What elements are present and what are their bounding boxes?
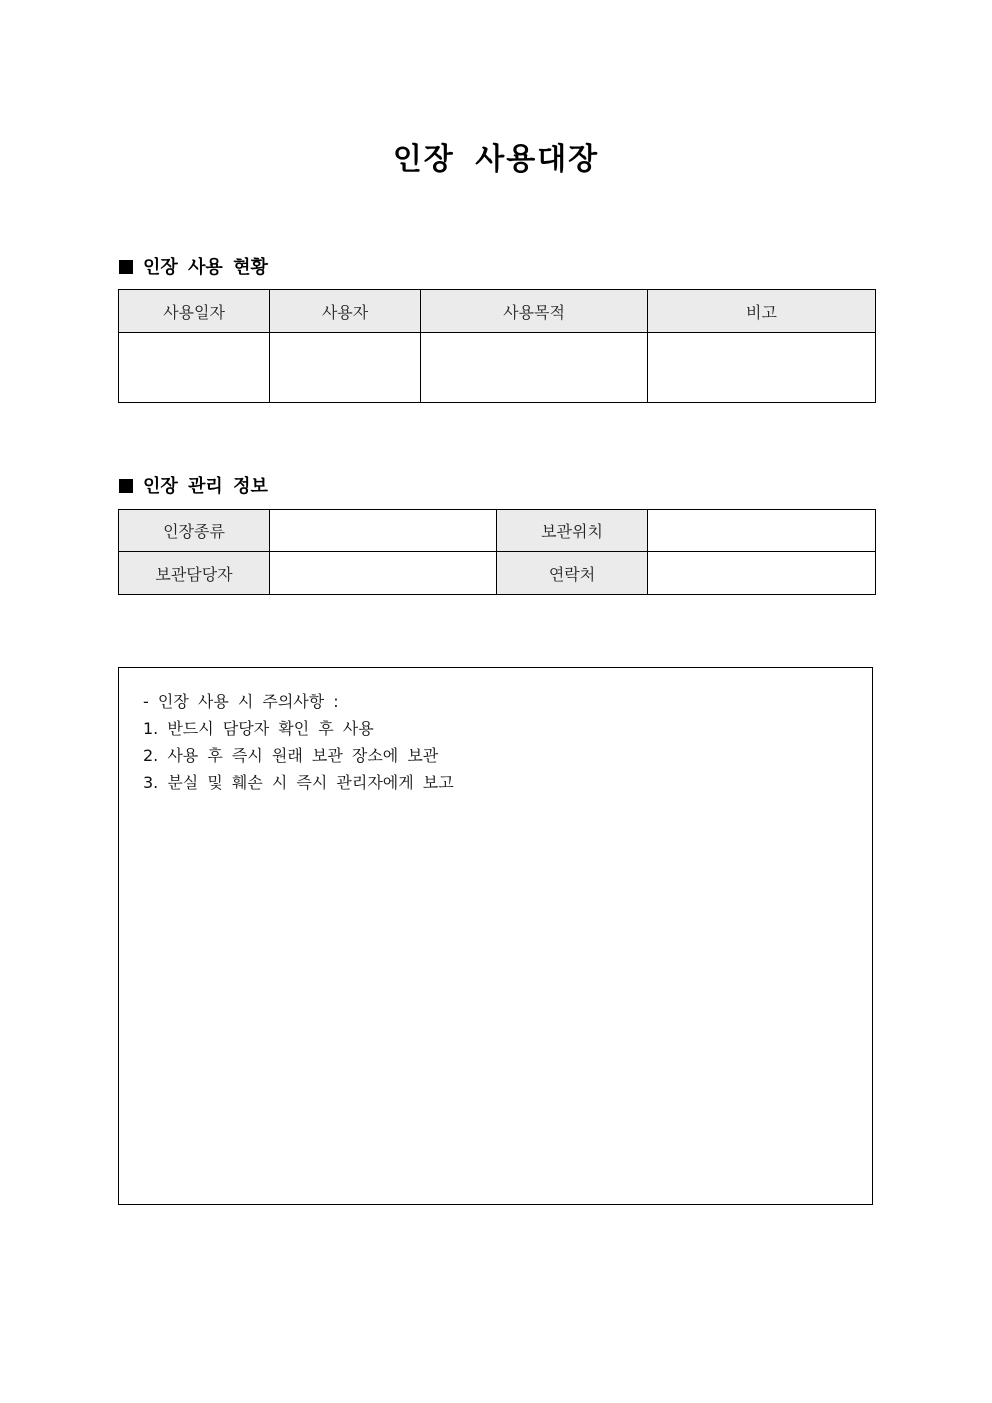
cell-user[interactable]: [270, 333, 421, 403]
column-header-date: 사용일자: [119, 290, 270, 333]
notes-item: 1. 반드시 담당자 확인 후 사용: [143, 719, 374, 738]
square-bullet-icon: [119, 260, 133, 274]
column-header-remarks: 비고: [648, 290, 876, 333]
value-storage-location[interactable]: [648, 510, 876, 552]
management-table: [118, 509, 876, 595]
table-row: [119, 552, 876, 595]
usage-section-heading: [119, 253, 268, 279]
square-bullet-icon: [119, 479, 133, 493]
management-section-heading: [119, 472, 268, 498]
column-header-user: 사용자: [270, 290, 421, 333]
table-row: [119, 510, 876, 552]
label-storage-location: 보관위치: [497, 510, 648, 552]
usage-table-header: [119, 290, 876, 333]
notes-box: [118, 667, 873, 1205]
value-custodian[interactable]: [270, 552, 497, 595]
cell-remarks[interactable]: [648, 333, 876, 403]
value-contact[interactable]: [648, 552, 876, 595]
label-custodian: 보관담당자: [119, 552, 270, 595]
page-title: 인장 사용대장: [392, 142, 600, 177]
cell-date[interactable]: [119, 333, 270, 403]
notes-item: 3. 분실 및 훼손 시 즉시 관리자에게 보고: [143, 773, 454, 792]
table-row: [119, 333, 876, 403]
management-section-heading-text: 인장 관리 정보: [143, 476, 268, 497]
label-seal-type: 인장종류: [119, 510, 270, 552]
value-seal-type[interactable]: [270, 510, 497, 552]
label-contact: 연락처: [497, 552, 648, 595]
usage-section-heading-text: 인장 사용 현황: [143, 257, 268, 278]
cell-purpose[interactable]: [421, 333, 648, 403]
column-header-purpose: 사용목적: [421, 290, 648, 333]
notes-heading: - 인장 사용 시 주의사항 :: [143, 692, 339, 711]
usage-table: [118, 289, 876, 403]
notes-item: 2. 사용 후 즉시 원래 보관 장소에 보관: [143, 746, 439, 765]
